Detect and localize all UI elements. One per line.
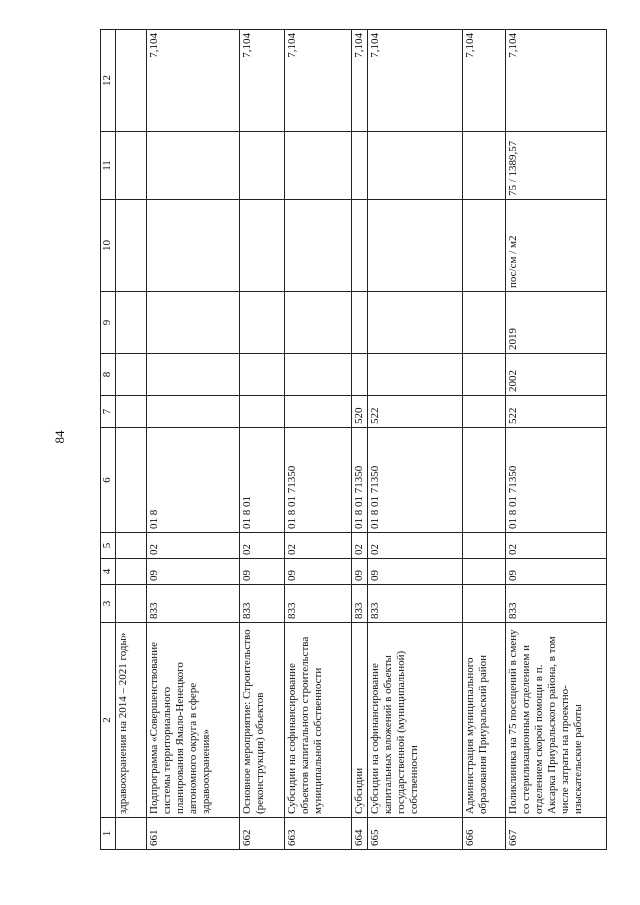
row-id: 665 — [368, 818, 463, 850]
cell — [463, 292, 506, 354]
cell: 2002 — [506, 354, 607, 396]
cell: 02 — [506, 533, 607, 559]
cell: 02 — [285, 533, 352, 559]
header-cell: 7 — [101, 396, 116, 428]
row-name: Субсидии на софинансирование капитальных вложений в объекты государственной (муниципальной) собственности — [368, 623, 463, 818]
table-row — [463, 30, 506, 850]
amount-cell: 7,104 — [368, 30, 463, 132]
row-id: 662 — [240, 818, 285, 850]
cell: 09 — [285, 559, 352, 585]
cell — [463, 132, 506, 200]
cell: 2019 — [506, 292, 607, 354]
header-cell: 2 — [101, 623, 116, 818]
row-id — [116, 818, 147, 850]
cell — [116, 533, 147, 559]
cell: 02 — [240, 533, 285, 559]
cell — [240, 292, 285, 354]
cell: 833 — [147, 585, 240, 623]
cell — [285, 200, 352, 292]
cell — [285, 292, 352, 354]
table-row — [116, 30, 147, 850]
cell: 833 — [506, 585, 607, 623]
cell: 01 8 — [147, 428, 240, 533]
cell — [240, 354, 285, 396]
row-name: Администрация муниципального образования Приуральский район — [463, 623, 506, 818]
table-row — [147, 30, 240, 850]
cell: 09 — [240, 559, 285, 585]
cell — [368, 200, 463, 292]
amount-cell: 7,104 — [285, 30, 352, 132]
cell — [463, 585, 506, 623]
cell — [116, 559, 147, 585]
cell — [285, 396, 352, 428]
cell — [285, 354, 352, 396]
cell: 520 — [352, 396, 368, 428]
cell — [240, 200, 285, 292]
cell — [352, 292, 368, 354]
cell — [463, 200, 506, 292]
amount-cell: 7,104 — [463, 30, 506, 132]
row-name: Субсидии — [352, 623, 368, 818]
cell: 522 — [368, 396, 463, 428]
header-cell: 8 — [101, 354, 116, 396]
cell — [368, 354, 463, 396]
cell: 01 8 01 71350 — [352, 428, 368, 533]
amount-cell: 7,104 — [506, 30, 607, 132]
cell — [463, 396, 506, 428]
row-name: здравоохранения на 2014 – 2021 годы» — [116, 623, 147, 818]
budget-table — [100, 29, 607, 850]
cell: 522 — [506, 396, 607, 428]
cell — [463, 533, 506, 559]
row-name: Основное мероприятие: Строительство (реконструкция) объектов — [240, 623, 285, 818]
cell — [463, 354, 506, 396]
row-id: 663 — [285, 818, 352, 850]
cell — [116, 354, 147, 396]
cell: 02 — [368, 533, 463, 559]
row-id: 664 — [352, 818, 368, 850]
cell — [147, 200, 240, 292]
cell: 833 — [285, 585, 352, 623]
cell: пос/см / м2 — [506, 200, 607, 292]
cell — [116, 396, 147, 428]
header-cell: 3 — [101, 585, 116, 623]
cell — [116, 292, 147, 354]
cell: 02 — [147, 533, 240, 559]
header-cell: 5 — [101, 533, 116, 559]
table-header — [101, 30, 116, 850]
table-row — [506, 30, 607, 850]
table-row — [368, 30, 463, 850]
cell: 09 — [506, 559, 607, 585]
header-cell: 4 — [101, 559, 116, 585]
header-cell: 10 — [101, 200, 116, 292]
cell — [147, 354, 240, 396]
cell — [463, 428, 506, 533]
cell — [147, 132, 240, 200]
header-cell: 9 — [101, 292, 116, 354]
cell — [240, 132, 285, 200]
cell: 01 8 01 — [240, 428, 285, 533]
cell: 09 — [368, 559, 463, 585]
header-cell: 1 — [101, 818, 116, 850]
amount-cell: 7,104 — [147, 30, 240, 132]
cell: 02 — [352, 533, 368, 559]
page-number: 84 — [52, 430, 67, 444]
row-id: 667 — [506, 818, 607, 850]
budget-table-rotated — [100, 30, 610, 850]
cell: 833 — [352, 585, 368, 623]
cell — [368, 292, 463, 354]
cell — [116, 200, 147, 292]
cell: 09 — [147, 559, 240, 585]
cell: 01 8 01 71350 — [506, 428, 607, 533]
row-id: 661 — [147, 818, 240, 850]
amount-cell: 7,104 — [352, 30, 368, 132]
cell: 833 — [240, 585, 285, 623]
cell — [240, 396, 285, 428]
cell — [352, 354, 368, 396]
header-cell: 11 — [101, 132, 116, 200]
cell: 833 — [368, 585, 463, 623]
cell — [352, 132, 368, 200]
cell — [463, 559, 506, 585]
table-row — [240, 30, 285, 850]
cell — [147, 396, 240, 428]
cell — [116, 132, 147, 200]
cell — [285, 132, 352, 200]
row-name: Субсидии на софинансирование объектов капитального строительства муниципальной собственности — [285, 623, 352, 818]
amount-cell — [116, 30, 147, 132]
cell — [116, 585, 147, 623]
amount-cell: 7,104 — [240, 30, 285, 132]
row-id: 666 — [463, 818, 506, 850]
cell: 01 8 01 71350 — [285, 428, 352, 533]
cell — [147, 292, 240, 354]
header-cell: 6 — [101, 428, 116, 533]
cell — [368, 132, 463, 200]
row-name: Поликлиника на 75 посещений в смену со стерилизационным отделением и отделением скорой помощи в п. Аксарка Приуральского района, в том числе затраты на проектно-изыскательские работы — [506, 623, 607, 818]
cell: 01 8 01 71350 — [368, 428, 463, 533]
table-row — [285, 30, 352, 850]
cell: 75 / 1389,57 — [506, 132, 607, 200]
table-row — [352, 30, 368, 850]
cell — [352, 200, 368, 292]
row-name: Подпрограмма «Совершенствование системы территориального планирования Ямало-Ненецкого автономного округа в сфере здравоохранения» — [147, 623, 240, 818]
header-cell: 12 — [101, 30, 116, 132]
cell: 09 — [352, 559, 368, 585]
cell — [116, 428, 147, 533]
